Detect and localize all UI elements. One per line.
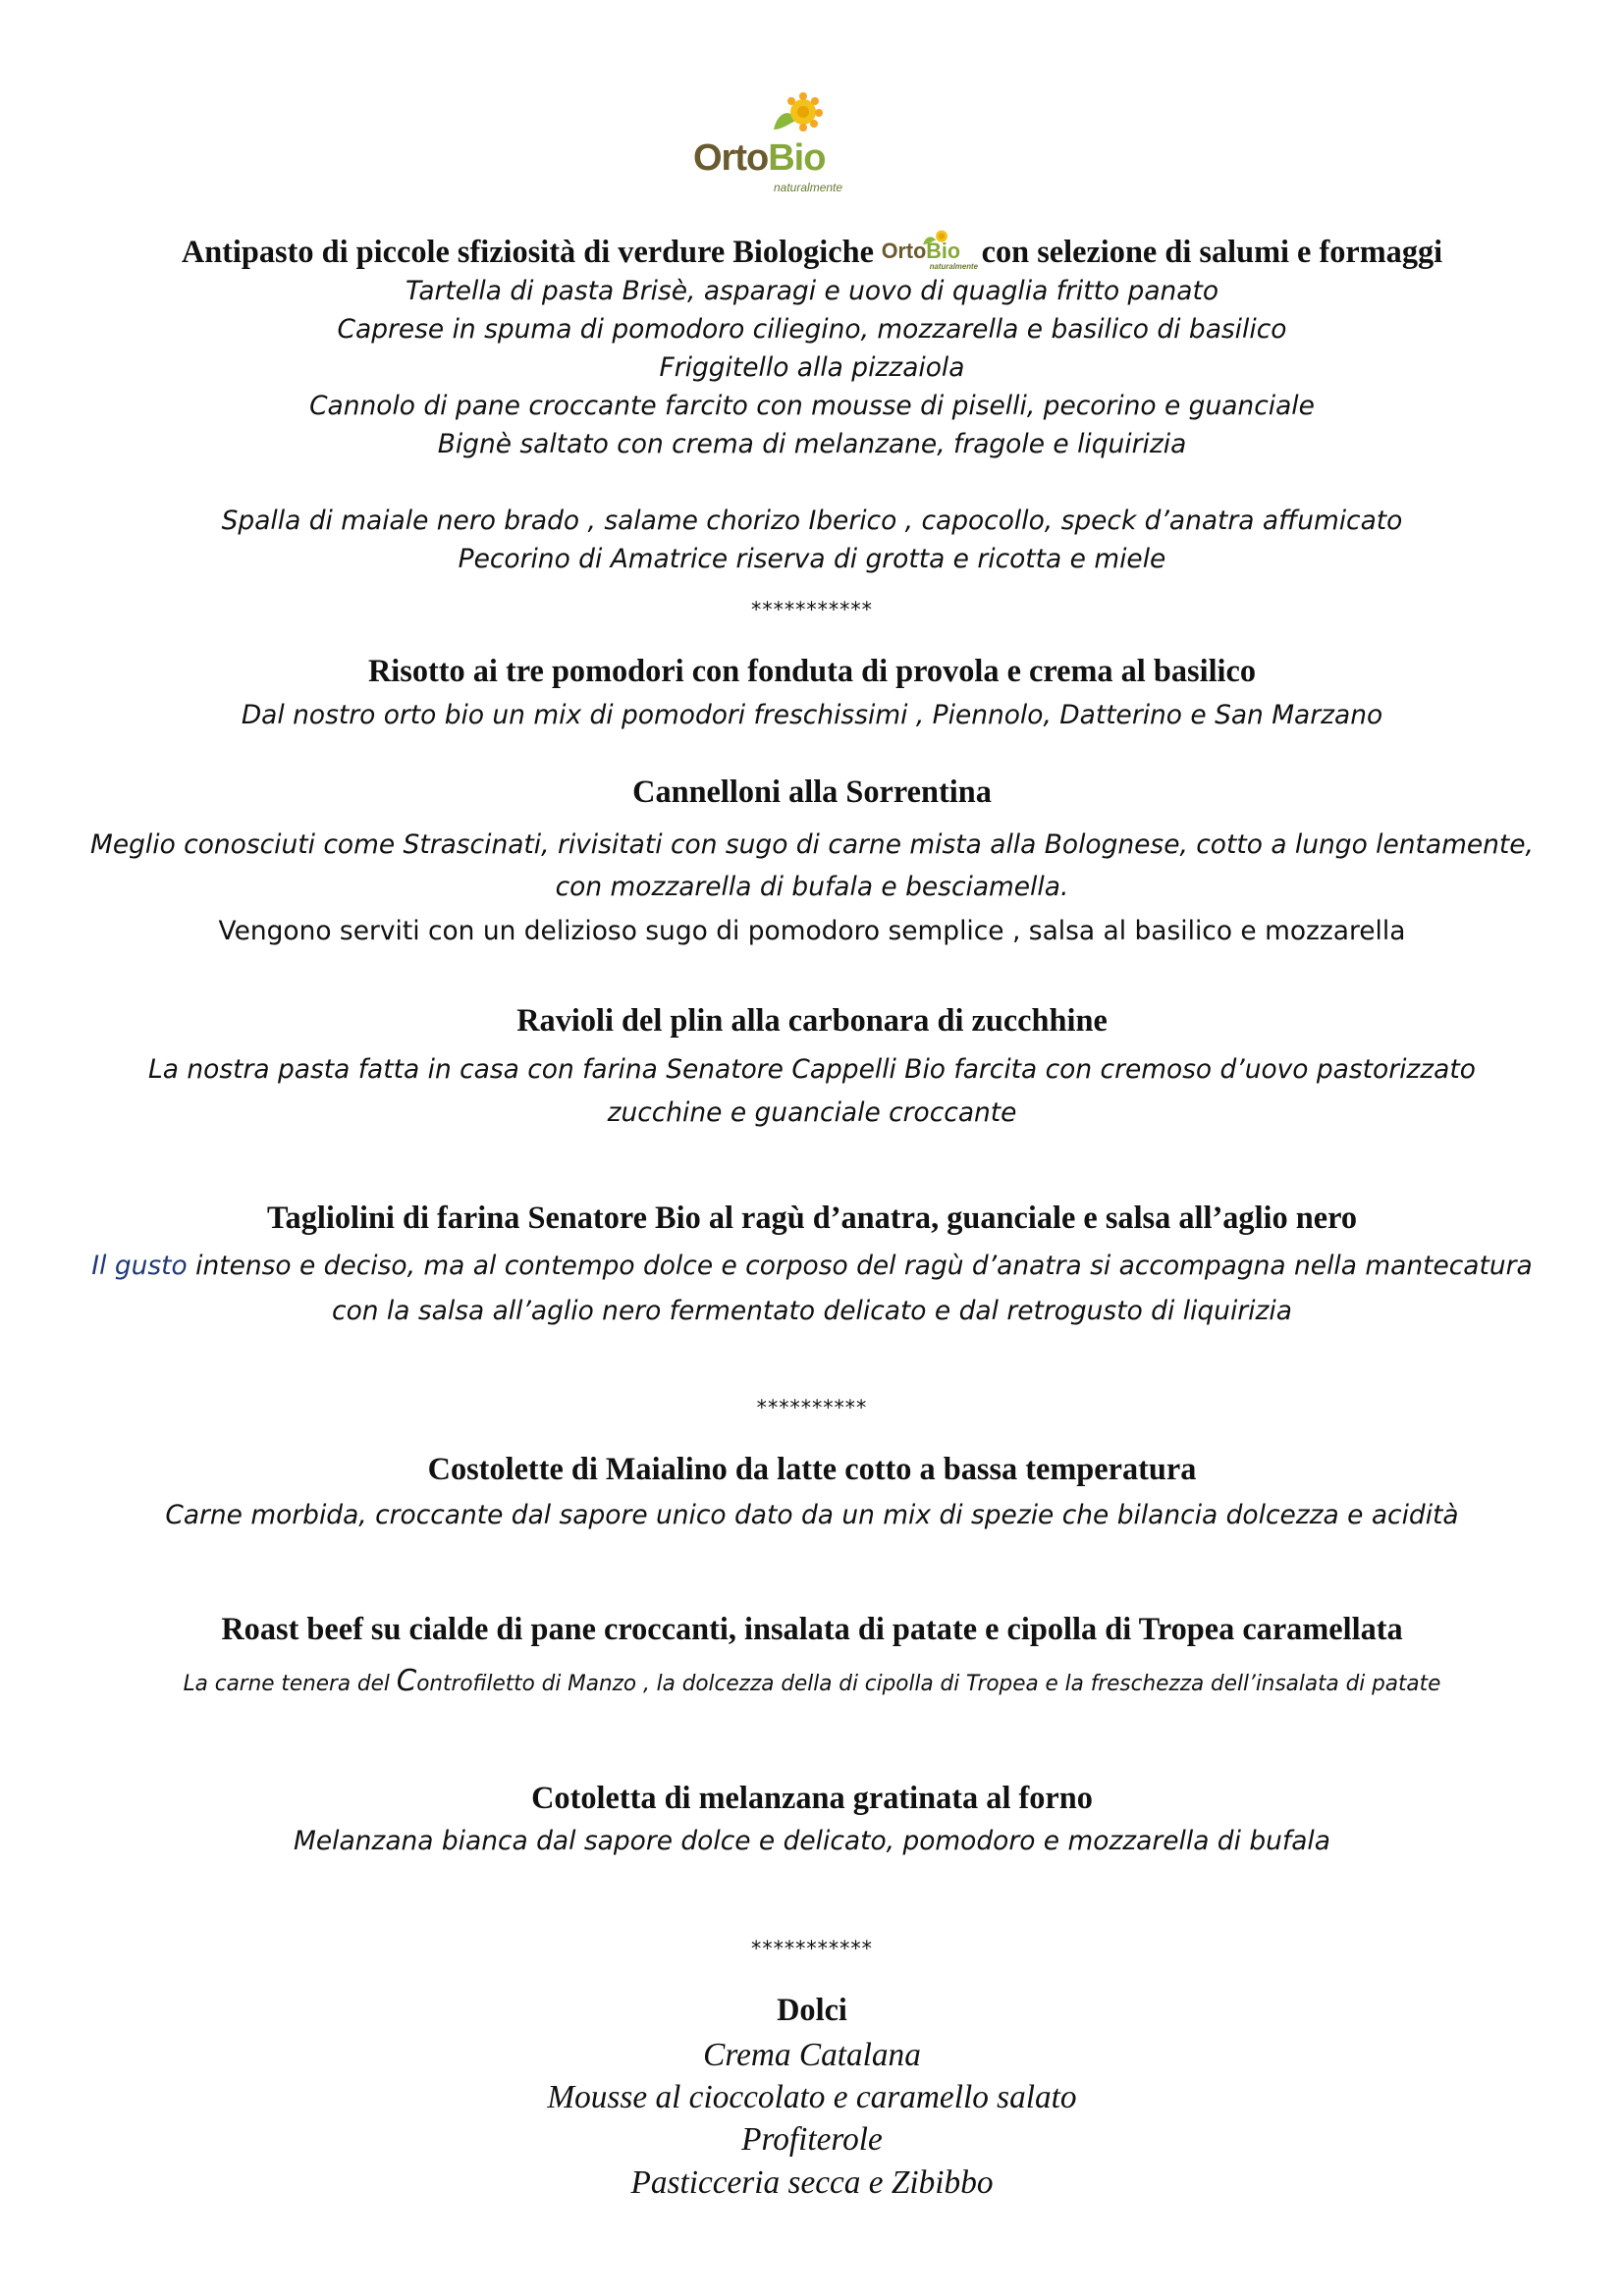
dish-description: Carne morbida, croccante dal sapore unico dato da un mix di spezie che bilancia dolcezza e acidità bbox=[165, 1500, 1459, 1530]
section-separator: *********** bbox=[751, 598, 873, 621]
dish-description: zucchine e guanciale croccante bbox=[607, 1097, 1017, 1128]
ortobio-logo bbox=[693, 90, 850, 194]
antipasto-item: Cannolo di pane croccante farcito con mousse di piselli, pecorino e guanciale bbox=[309, 391, 1315, 421]
ortobio-inline-logo bbox=[881, 227, 978, 274]
dish-description: La carne tenera del Controfiletto di Manzo , la dolcezza della di cipolla di Tropea e la freschezza dell’insalata di patate bbox=[183, 1664, 1441, 1698]
dish-title: Risotto ai tre pomodori con fonduta di provola e crema al basilico bbox=[367, 654, 1257, 689]
dish-description: con la salsa all’aglio nero fermentato delicato e dal retrogusto di liquirizia bbox=[332, 1296, 1292, 1326]
antipasto-item: Bignè saltato con crema di melanzane, fragole e liquirizia bbox=[437, 429, 1187, 459]
dolci-item: Profiterole bbox=[741, 2121, 883, 2158]
section-separator: *********** bbox=[751, 1937, 873, 1960]
antipasto-item: Caprese in spuma di pomodoro ciliegino, mozzarella e basilico di basilico bbox=[337, 314, 1287, 345]
dish-title: Tagliolini di farina Senatore Bio al ragù d’anatra, guanciale e salsa all’aglio nero bbox=[266, 1201, 1358, 1236]
dish-description: Dal nostro orto bio un mix di pomodori freschissimi , Piennolo, Datterino e San Marzano bbox=[241, 700, 1383, 730]
dish-title: Roast beef su cialde di pane croccanti, insalata di patate e cipolla di Tropea caramellata bbox=[221, 1612, 1403, 1647]
antipasto-title: Antipasto di piccole sfiziosità di verdure Biologiche OrtoBio naturalmente con selezione di salumi e formaggi bbox=[17, 227, 1607, 274]
dish-description: Il gusto intenso e deciso, ma al contempo dolce e corposo del ragù d’anatra si accompagna nella mantecatura bbox=[91, 1251, 1533, 1281]
salumi-item: Spalla di maiale nero brado , salame chorizo Iberico , capocollo, speck d’anatra affumicato bbox=[221, 506, 1403, 536]
antipasto-item: Tartella di pasta Brisè, asparagi e uovo di quaglia fritto panato bbox=[405, 276, 1219, 306]
logo-tagline: naturalmente bbox=[774, 181, 843, 194]
dish-description: con mozzarella di bufala e besciamella. bbox=[555, 872, 1069, 902]
section-separator: ********** bbox=[756, 1396, 868, 1419]
dish-description: Meglio conosciuti come Strascinati, rivisitati con sugo di carne mista alla Bolognese, cotto a lungo lentamente, bbox=[90, 829, 1534, 860]
dish-title: Costolette di Maialino da latte cotto a bassa temperatura bbox=[427, 1452, 1197, 1487]
dish-description: La nostra pasta fatta in casa con farina Senatore Cappelli Bio farcita con cremoso d’uovo pastorizzato bbox=[148, 1054, 1476, 1085]
dish-description: Melanzana bianca dal sapore dolce e delicato, pomodoro e mozzarella di bufala bbox=[294, 1826, 1330, 1856]
dish-title: Ravioli del plin alla carbonara di zucchhine bbox=[516, 1003, 1108, 1039]
dish-title: Cannelloni alla Sorrentina bbox=[632, 774, 992, 810]
dolci-item: Pasticceria secca e Zibibbo bbox=[630, 2164, 994, 2201]
dolci-title: Dolci bbox=[777, 1993, 847, 2028]
logo-wordmark: OrtoBio bbox=[881, 239, 961, 263]
logo-tagline: naturalmente bbox=[929, 262, 978, 271]
dolci-item: Crema Catalana bbox=[703, 2037, 921, 2073]
salumi-item: Pecorino di Amatrice riserva di grotta e ricotta e miele bbox=[458, 544, 1166, 574]
dish-description: Vengono serviti con un delizioso sugo di pomodoro semplice , salsa al basilico e mozzarella bbox=[218, 916, 1406, 946]
logo-wordmark: OrtoBio bbox=[693, 137, 826, 179]
dolci-item: Mousse al cioccolato e caramello salato bbox=[547, 2079, 1077, 2115]
dish-title: Cotoletta di melanzana gratinata al forno bbox=[531, 1781, 1093, 1816]
antipasto-item: Friggitello alla pizzaiola bbox=[659, 352, 965, 383]
